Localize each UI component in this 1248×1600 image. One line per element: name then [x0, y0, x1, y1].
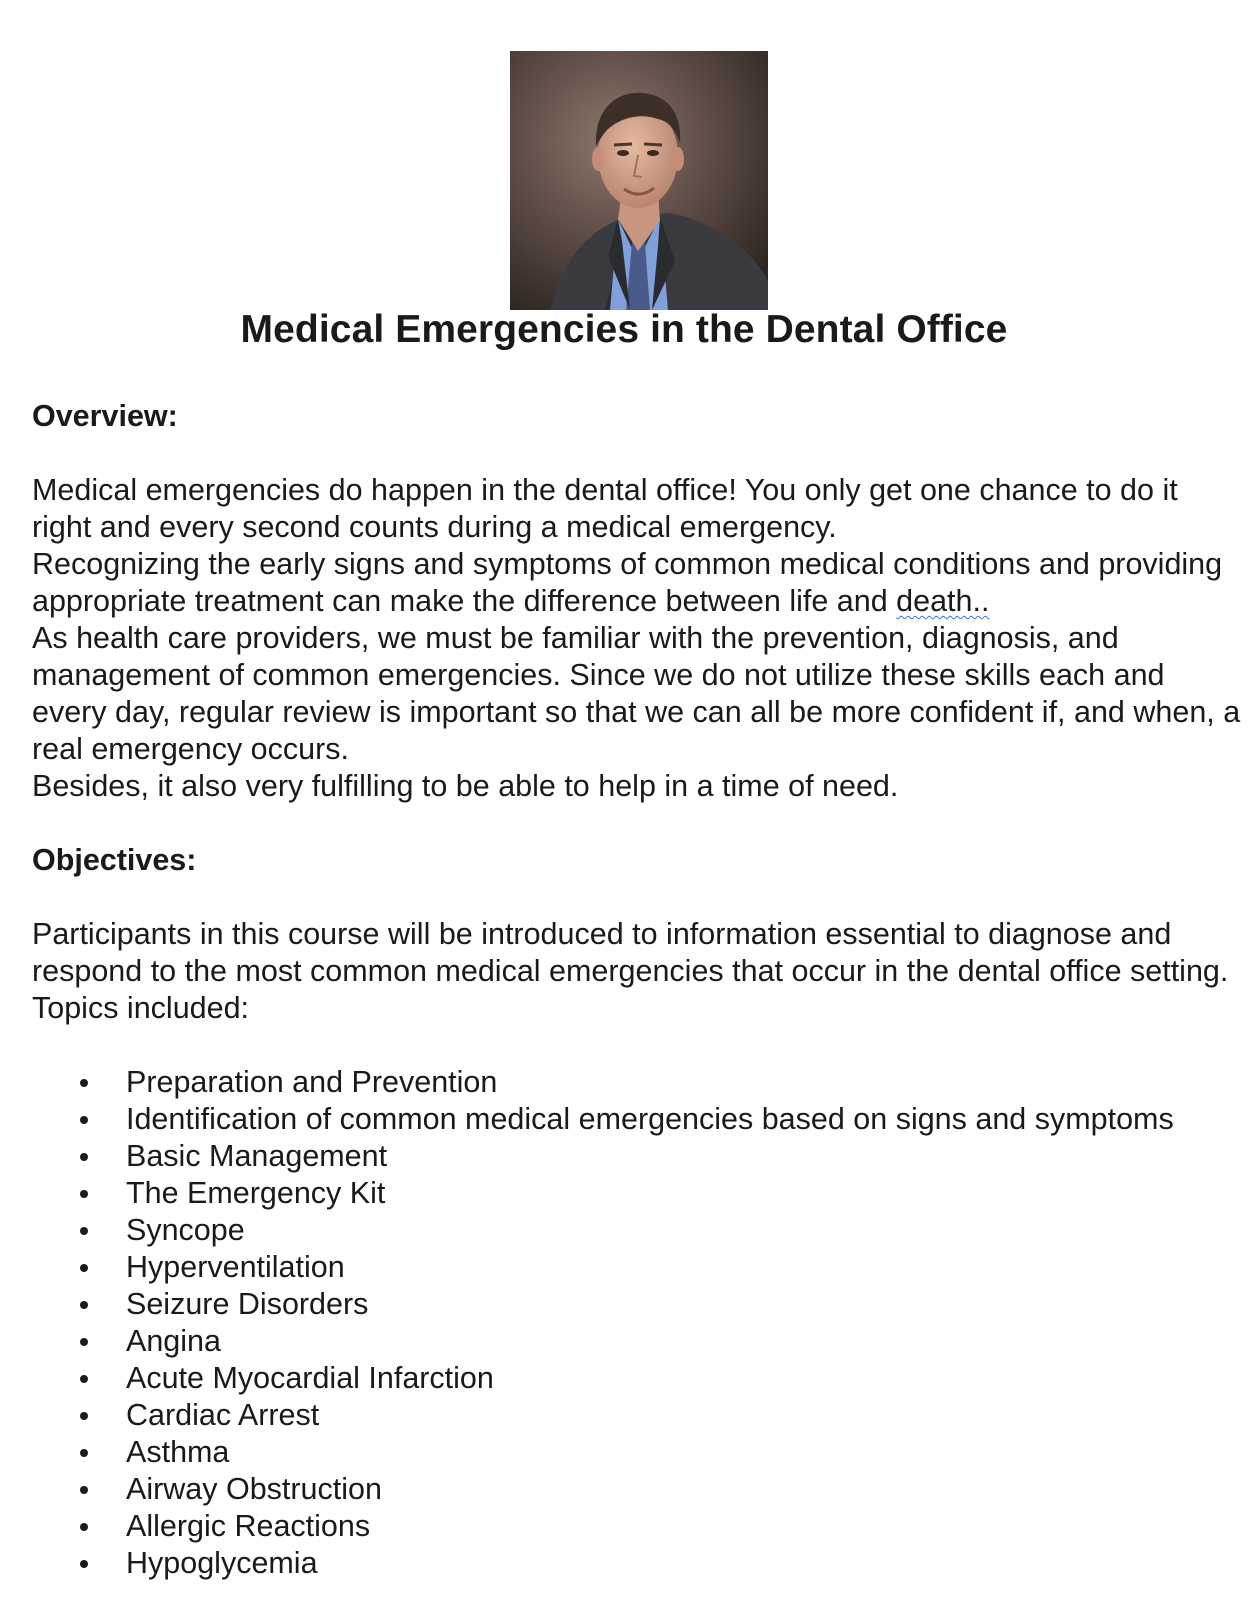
bullet-icon: [80, 1449, 88, 1457]
list-item: [32, 1397, 1242, 1434]
topic-label: Syncope: [126, 1213, 245, 1247]
bullet-icon: [80, 1264, 88, 1272]
topic-label: Seizure Disorders: [126, 1287, 369, 1321]
topic-label: Preparation and Prevention: [126, 1065, 498, 1099]
overview-paragraph-2: [32, 546, 1242, 620]
blank-line: [32, 879, 1242, 916]
bullet-icon: [80, 1486, 88, 1494]
bullet-icon: [80, 1375, 88, 1383]
topic-label: The Emergency Kit: [126, 1176, 386, 1210]
bullet-icon: [80, 1153, 88, 1161]
bullet-icon: [80, 1560, 88, 1568]
list-item: [32, 1175, 1242, 1212]
bullet-icon: [80, 1079, 88, 1087]
list-item: [32, 1434, 1242, 1471]
overview-heading: Overview:: [32, 399, 178, 433]
spellcheck-flagged-word: death..: [896, 584, 990, 618]
topic-label: Angina: [126, 1324, 221, 1358]
objectives-heading: Objectives:: [32, 843, 197, 877]
list-item: [32, 1360, 1242, 1397]
bullet-icon: [80, 1116, 88, 1124]
blank-line: [32, 435, 1242, 472]
overview-paragraph-3: As health care providers, we must be familiar with the prevention, diagnosis, and management of common emergencies. Since we do not utilize these skills each and every day, regular review is important so that we can all be more confident if, and when, a real emergency occurs.: [32, 621, 1241, 766]
list-item: [32, 1138, 1242, 1175]
topic-label: Allergic Reactions: [126, 1509, 371, 1543]
topic-label: Airway Obstruction: [126, 1472, 382, 1506]
document-title: Medical Emergencies in the Dental Office: [240, 308, 1008, 351]
topic-label: Asthma: [126, 1435, 230, 1469]
document-body: [32, 398, 1242, 1582]
presenter-photo: [510, 51, 768, 310]
objectives-intro: Participants in this course will be introduced to information essential to diagnose and respond to the most common medical emergencies that occur in the dental office setting. Topics included:: [32, 917, 1229, 1025]
bullet-icon: [80, 1412, 88, 1420]
bullet-icon: [80, 1227, 88, 1235]
list-item: [32, 1508, 1242, 1545]
list-item: [32, 1101, 1242, 1138]
topic-label: Hyperventilation: [126, 1250, 345, 1284]
blank-line: [32, 1027, 1242, 1064]
bullet-icon: [80, 1523, 88, 1531]
list-item: [32, 1212, 1242, 1249]
topic-label: Identification of common medical emergencies based on signs and symptoms: [126, 1102, 1174, 1136]
topic-label: Acute Myocardial Infarction: [126, 1361, 494, 1395]
topics-list: [32, 1064, 1242, 1582]
list-item: [32, 1064, 1242, 1101]
topic-label: Hypoglycemia: [126, 1546, 318, 1580]
list-item: [32, 1286, 1242, 1323]
list-item: [32, 1545, 1242, 1582]
overview-paragraph-2-text: Recognizing the early signs and symptoms of common medical conditions and providing appropriate treatment can make the difference between life and: [32, 547, 1223, 618]
bullet-icon: [80, 1301, 88, 1309]
blank-line: [32, 805, 1242, 842]
topic-label: Cardiac Arrest: [126, 1398, 320, 1432]
list-item: [32, 1249, 1242, 1286]
topic-label: Basic Management: [126, 1139, 388, 1173]
list-item: [32, 1471, 1242, 1508]
bullet-icon: [80, 1338, 88, 1346]
presenter-portrait-image: [510, 51, 768, 310]
bullet-icon: [80, 1190, 88, 1198]
overview-paragraph-1: Medical emergencies do happen in the dental office! You only get one chance to do it right and every second counts during a medical emergency.: [32, 473, 1178, 544]
list-item: [32, 1323, 1242, 1360]
overview-paragraph-4: Besides, it also very fulfilling to be able to help in a time of need.: [32, 769, 899, 803]
